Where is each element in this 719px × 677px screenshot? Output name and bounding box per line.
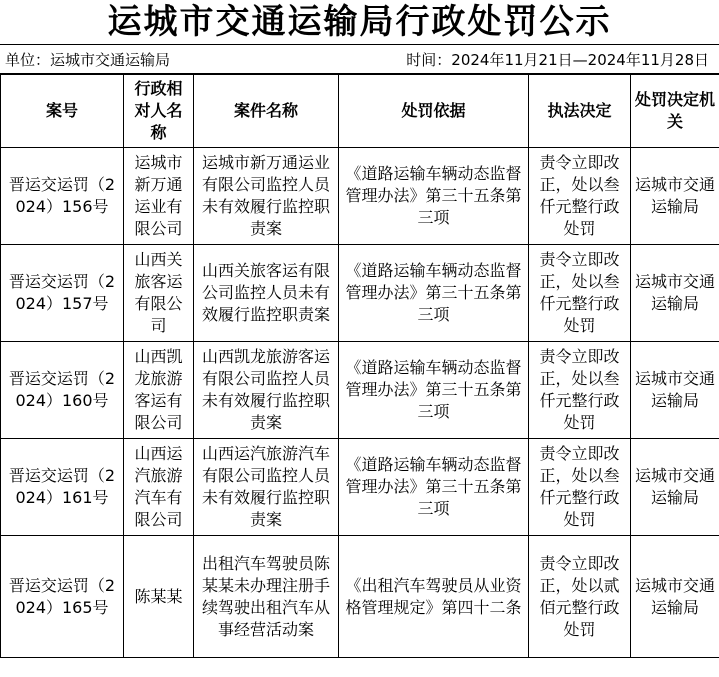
cell-case-no: 晋运交运罚（2024）165号 bbox=[1, 536, 124, 658]
cell-case-no: 晋运交运罚（2024）161号 bbox=[1, 439, 124, 536]
unit-label: 单位：运城市交通运输局 bbox=[5, 51, 171, 69]
header-case-name: 案件名称 bbox=[194, 75, 339, 148]
cell-case-name: 出租汽车驾驶员陈某某未办理注册手续驾驶出租汽车从事经营活动案 bbox=[194, 536, 339, 658]
page-title: 运城市交通运输局行政处罚公示 bbox=[107, 2, 612, 42]
cell-case-no: 晋运交运罚（2024）160号 bbox=[1, 342, 124, 439]
cell-basis: 《道路运输车辆动态监督管理办法》第三十五条第三项 bbox=[339, 245, 529, 342]
meta-bar bbox=[0, 44, 719, 74]
table-row bbox=[1, 439, 719, 536]
cell-authority: 运城市交通运输局 bbox=[631, 148, 719, 245]
cell-case-no: 晋运交运罚（2024）157号 bbox=[1, 245, 124, 342]
table-row bbox=[1, 148, 719, 245]
header-party: 行政相对人名称 bbox=[124, 75, 194, 148]
cell-basis: 《道路运输车辆动态监督管理办法》第三十五条第三项 bbox=[339, 342, 529, 439]
cell-party: 运城市新万通运业有限公司 bbox=[124, 148, 194, 245]
cell-case-name: 山西关旅客运有限公司监控人员未有效履行监控职责案 bbox=[194, 245, 339, 342]
header-authority: 处罚决定机关 bbox=[631, 75, 719, 148]
penalty-table bbox=[0, 74, 719, 658]
cell-decision: 责令立即改正，处以叁仟元整行政处罚 bbox=[529, 342, 631, 439]
cell-decision: 责令立即改正，处以叁仟元整行政处罚 bbox=[529, 148, 631, 245]
time-range: 时间：2024年11月21日—2024年11月28日 bbox=[406, 51, 709, 69]
cell-decision: 责令立即改正，处以叁仟元整行政处罚 bbox=[529, 439, 631, 536]
cell-basis: 《道路运输车辆动态监督管理办法》第三十五条第三项 bbox=[339, 148, 529, 245]
header-case-no: 案号 bbox=[1, 75, 124, 148]
cell-decision: 责令立即改正，处以贰佰元整行政处罚 bbox=[529, 536, 631, 658]
table-header-row bbox=[1, 75, 719, 148]
header-decision: 执法决定 bbox=[529, 75, 631, 148]
cell-party: 山西凯龙旅游客运有限公司 bbox=[124, 342, 194, 439]
header-basis: 处罚依据 bbox=[339, 75, 529, 148]
cell-party: 山西运汽旅游汽车有限公司 bbox=[124, 439, 194, 536]
cell-authority: 运城市交通运输局 bbox=[631, 245, 719, 342]
cell-authority: 运城市交通运输局 bbox=[631, 536, 719, 658]
cell-basis: 《出租汽车驾驶员从业资格管理规定》第四十二条 bbox=[339, 536, 529, 658]
cell-case-name: 山西凯龙旅游客运有限公司监控人员未有效履行监控职责案 bbox=[194, 342, 339, 439]
cell-party: 山西关旅客运有限公司 bbox=[124, 245, 194, 342]
cell-authority: 运城市交通运输局 bbox=[631, 342, 719, 439]
cell-authority: 运城市交通运输局 bbox=[631, 439, 719, 536]
cell-party: 陈某某 bbox=[124, 536, 194, 658]
cell-case-name: 山西运汽旅游汽车有限公司监控人员未有效履行监控职责案 bbox=[194, 439, 339, 536]
table-row bbox=[1, 342, 719, 439]
cell-case-name: 运城市新万通运业有限公司监控人员未有效履行监控职责案 bbox=[194, 148, 339, 245]
table-row bbox=[1, 536, 719, 658]
cell-basis: 《道路运输车辆动态监督管理办法》第三十五条第三项 bbox=[339, 439, 529, 536]
cell-case-no: 晋运交运罚（2024）156号 bbox=[1, 148, 124, 245]
cell-decision: 责令立即改正，处以叁仟元整行政处罚 bbox=[529, 245, 631, 342]
table-row bbox=[1, 245, 719, 342]
